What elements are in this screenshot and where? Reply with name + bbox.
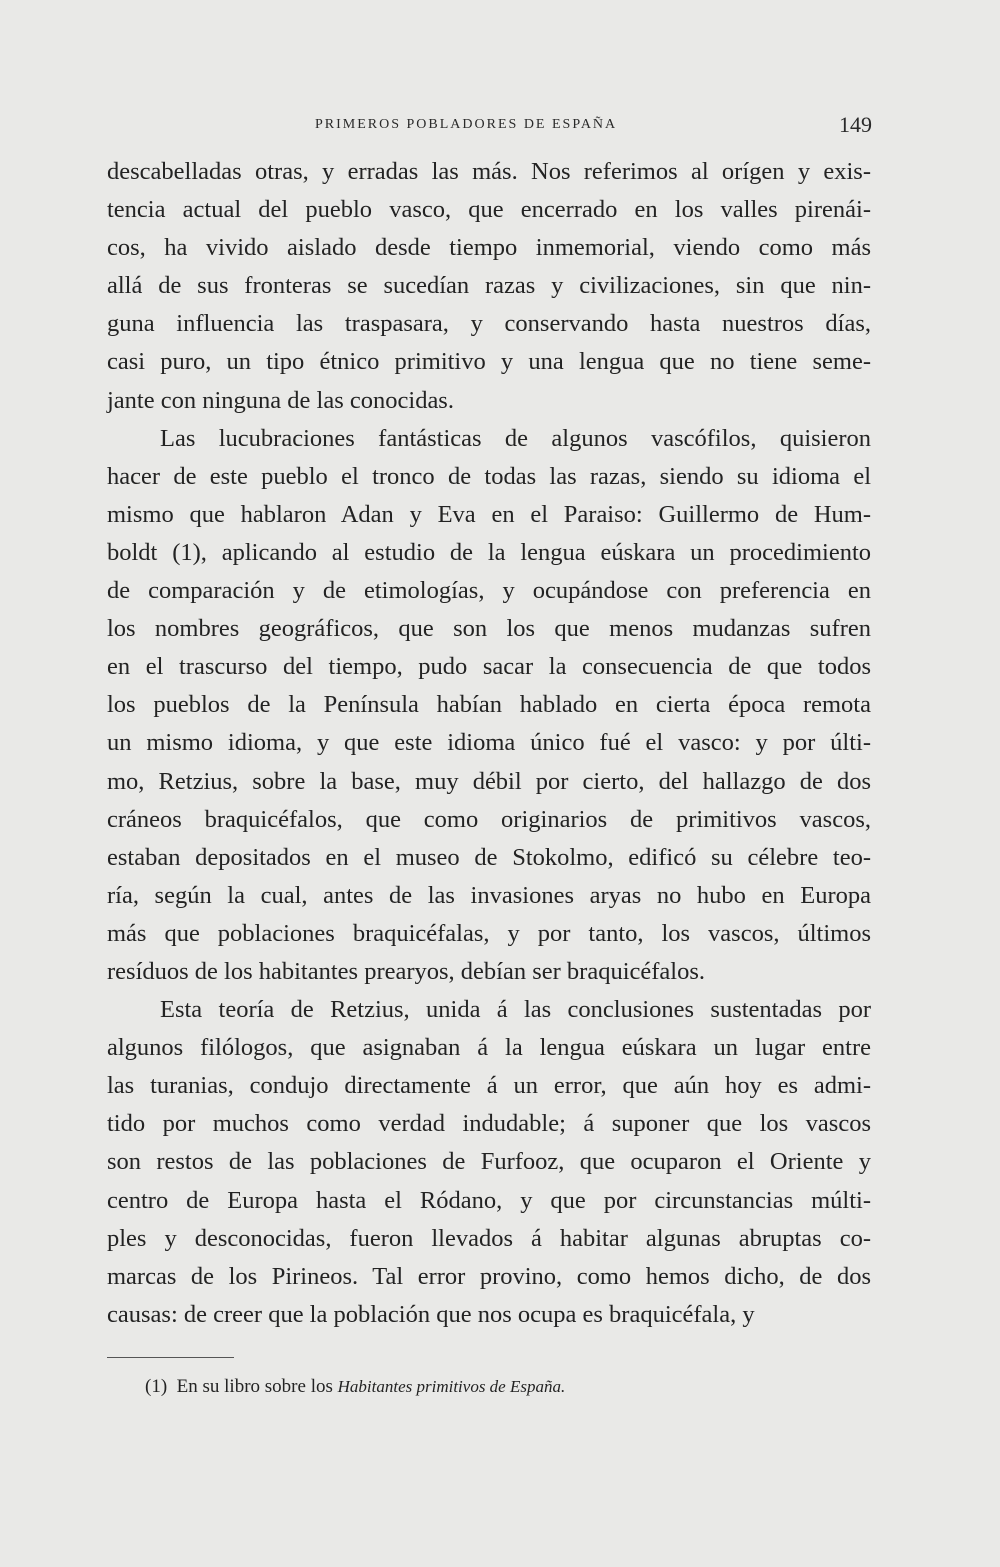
text-line: resíduos de los habitantes prearyos, debían ser braquicéfalos. [107,957,706,985]
text-line: centro de Europa hasta el Ródano, y que por circunstancias múlti- [107,1186,871,1214]
text-line: más que poblaciones braquicéfalas, y por tanto, los vascos, últimos [107,919,871,947]
text-line: allá de sus fronteras se sucedían razas y civilizaciones, sin que nin- [107,272,871,300]
text-line: guna influencia las traspasara, y conservando hasta nuestros días, [107,310,871,338]
text-line: cráneos braquicéfalos, que como originarios de primitivos vascos, [107,805,871,833]
text-line: cos, ha vivido aislado desde tiempo inmemorial, viendo como más [107,234,871,262]
text-line: en el trascurso del tiempo, pudo sacar la consecuencia de que todos [107,653,871,681]
text-line: tencia actual del pueblo vasco, que encerrado en los valles pirenái- [107,196,871,224]
text-line: Las lucubraciones fantásticas de algunos vascófilos, quisieron [160,424,871,452]
text-line: las turanias, condujo directamente á un error, que aún hoy es admi- [107,1072,871,1100]
text-line: hacer de este pueblo el tronco de todas las razas, siendo su idioma el [107,462,871,490]
text-line: boldt (1), aplicando al estudio de la lengua eúskara un procedimiento [107,538,871,566]
text-line: estaban depositados en el museo de Stokolmo, edificó su célebre teo- [107,843,871,871]
text-line: mo, Retzius, sobre la base, muy débil por cierto, del hallazgo de dos [107,767,871,795]
text-line: ples y desconocidas, fueron llevados á habitar algunas abruptas co- [107,1224,871,1252]
running-title: PRIMEROS POBLADORES DE ESPAÑA [315,117,618,132]
footnote-book-title: Habitantes primitivos de España. [337,1377,566,1396]
footnote [145,1376,845,1398]
text-line: los pueblos de la Península habían hablado en cierta época remota [107,691,871,719]
text-line: causas: de creer que la población que nos ocupa es braquicéfala, y [107,1300,755,1328]
page-number: 149 [839,112,872,137]
footnote-text: En su libro sobre los [176,1376,333,1397]
footnote-marker: (1) [145,1376,168,1397]
text-line: marcas de los Pirineos. Tal error provino, como hemos dicho, de dos [107,1262,871,1290]
text-line: descabelladas otras, y erradas las más. Nos referimos al orígen y exis- [107,158,871,185]
footnote-divider [107,1357,234,1358]
text-line: un mismo idioma, y que este idioma único fué el vasco: y por últi- [107,729,871,757]
text-line: algunos filólogos, que asignaban á la lengua eúskara un lugar entre [107,1034,871,1062]
text-line: jante con ninguna de las conocidas. [107,386,454,414]
text-line: de comparación y de etimologías, y ocupándose con preferencia en [107,577,871,605]
text-line: son restos de las poblaciones de Furfooz, que ocuparon el Oriente y [107,1148,871,1176]
body-text [107,153,871,1334]
text-line: ría, según la cual, antes de las invasiones aryas no hubo en Europa [107,881,871,909]
text-line: los nombres geográficos, que son los que menos mudanzas sufren [107,615,871,643]
text-line: mismo que hablaron Adan y Eva en el Paraiso: Guillermo de Hum- [107,500,871,528]
text-line: casi puro, un tipo étnico primitivo y una lengua que no tiene seme- [107,348,871,376]
text-line: tido por muchos como verdad indudable; á suponer que los vascos [107,1110,871,1138]
text-line: Esta teoría de Retzius, unida á las conclusiones sustentadas por [160,996,871,1024]
